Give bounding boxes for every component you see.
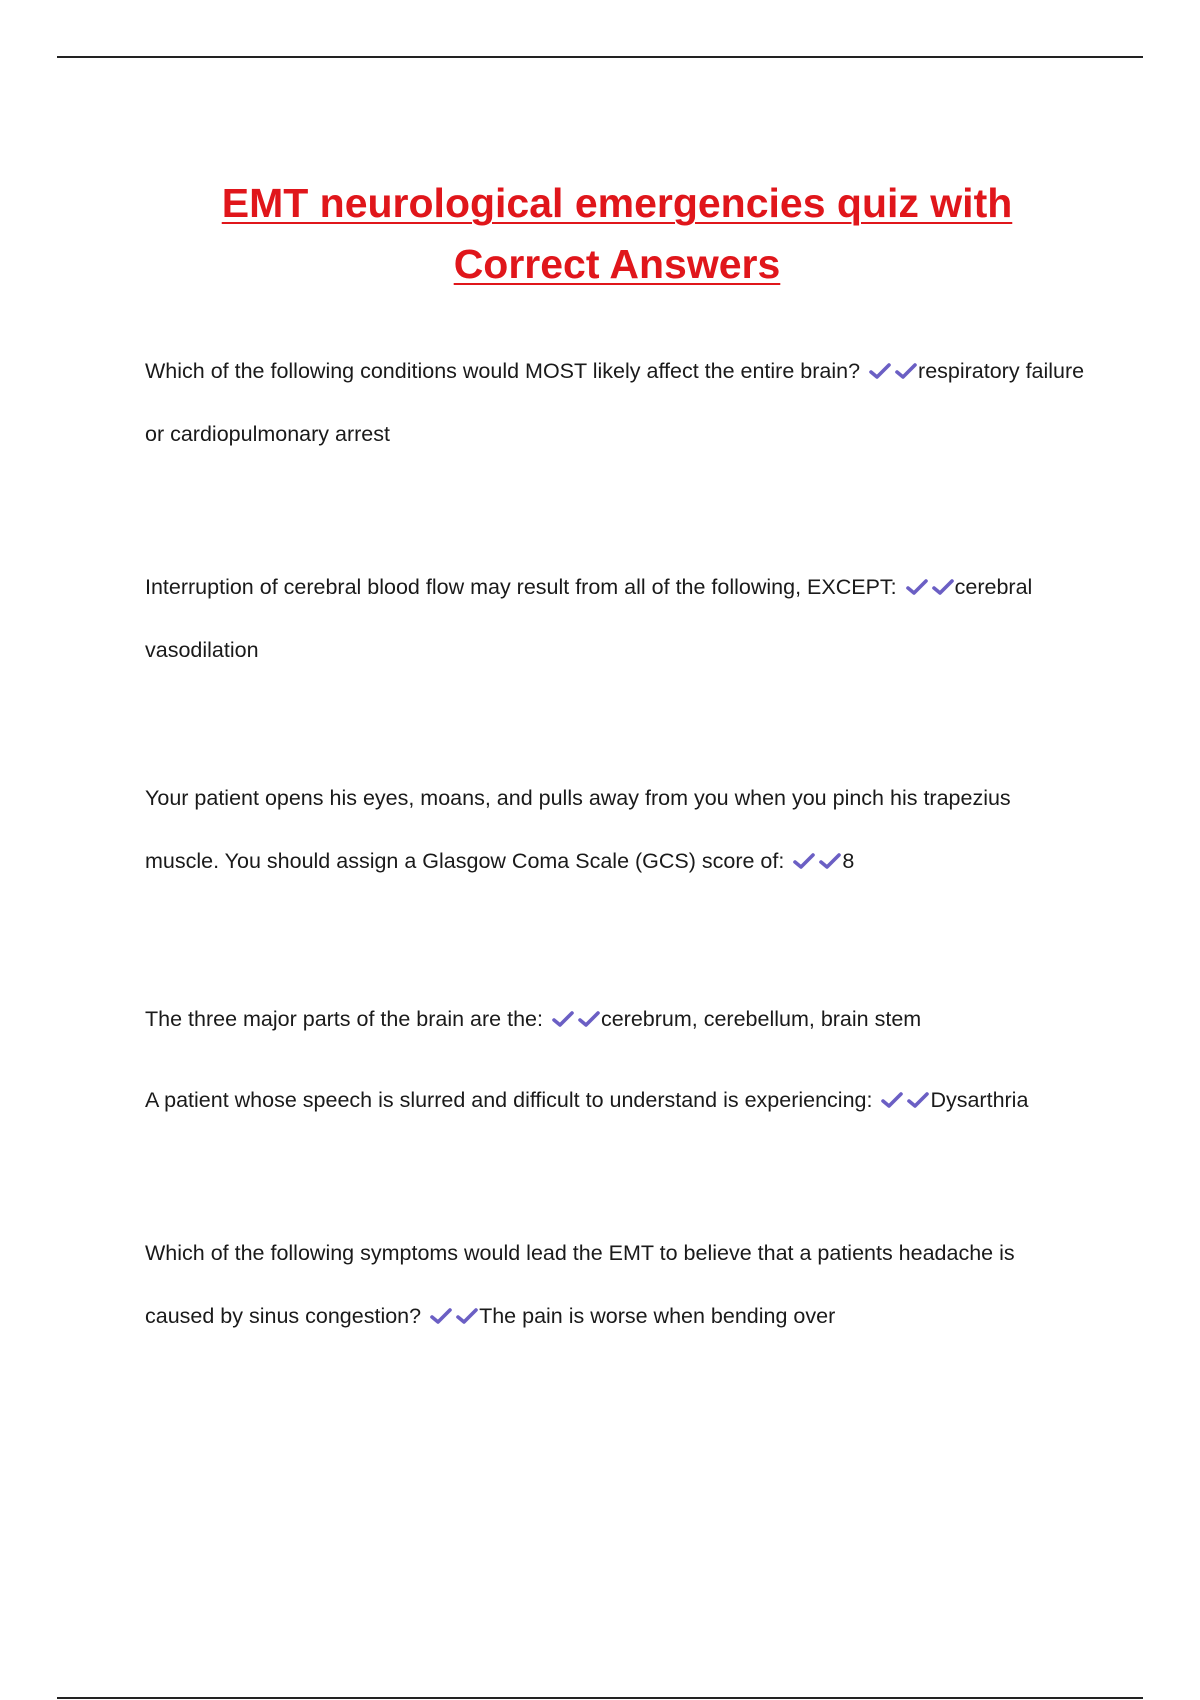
checkmark-icon — [551, 1009, 575, 1029]
answer-text: respiratory failure or cardiopulmonary arrest — [145, 359, 1085, 446]
bottom-divider — [57, 1697, 1143, 1699]
checkmark-icon — [429, 1306, 453, 1326]
top-divider — [57, 56, 1143, 58]
question-text: A patient whose speech is slurred and difficult to understand is experiencing: — [145, 1088, 873, 1112]
document-title — [0, 173, 1200, 295]
qa-item-5 — [145, 1069, 1085, 1132]
qa-item-1 — [145, 340, 1085, 466]
checkmark-icon — [818, 851, 842, 871]
question-text: The three major parts of the brain are the: — [145, 1007, 543, 1031]
answer-text: The pain is worse when bending over — [479, 1304, 836, 1328]
qa-item-2 — [145, 556, 1085, 682]
qa-item-4 — [145, 988, 1085, 1051]
answer-text: 8 — [842, 849, 855, 873]
checkmark-icon — [792, 851, 816, 871]
checkmark-icon — [905, 577, 929, 597]
answer-text: cerebral vasodilation — [145, 575, 1033, 662]
checkmark-icon — [906, 1090, 930, 1110]
answer-text: cerebrum, cerebellum, brain stem — [600, 1007, 922, 1031]
checkmark-icon — [880, 1090, 904, 1110]
title-line-2: Correct Answers — [453, 241, 781, 288]
answer-text: Dysarthria — [930, 1088, 1029, 1112]
checkmark-icon — [894, 361, 918, 381]
checkmark-icon — [868, 361, 892, 381]
qa-item-3 — [145, 767, 1085, 893]
checkmark-icon — [577, 1009, 601, 1029]
question-text: Which of the following conditions would MOST likely affect the entire brain? — [145, 359, 861, 383]
question-text: Interruption of cerebral blood flow may result from all of the following, EXCEPT: — [145, 575, 897, 599]
qa-item-6 — [145, 1222, 1085, 1348]
question-text: Your patient opens his eyes, moans, and pulls away from you when you pinch his trapezius muscle. You should assign a Glasgow Coma Scale (GCS) score of: — [145, 786, 1011, 873]
checkmark-icon — [455, 1306, 479, 1326]
question-text: Which of the following symptoms would lead the EMT to believe that a patients headache is caused by sinus congestion? — [145, 1241, 1015, 1328]
checkmark-icon — [931, 577, 955, 597]
title-line-1: EMT neurological emergencies quiz with — [221, 180, 1013, 227]
